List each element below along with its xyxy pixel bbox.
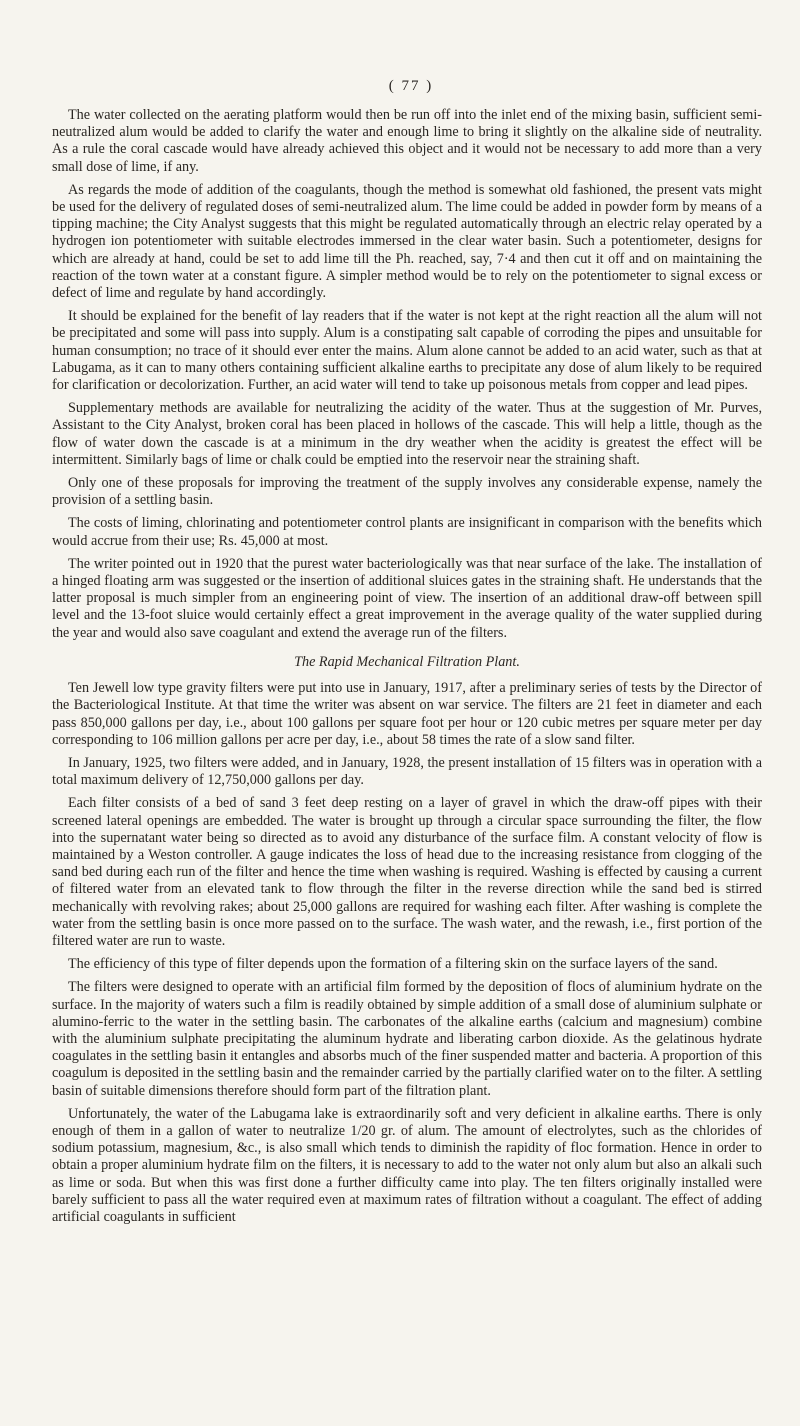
paragraph: In January, 1925, two filters were added, and in January, 1928, the present installation of 15 filters was in operation with a total maximum delivery of 12,750,000 gallons per day. <box>52 754 762 789</box>
paragraph: Each filter consists of a bed of sand 3 feet deep resting on a layer of gravel in which the draw-off pipes with their screened lateral openings are embedded. The water is brought up through a circular space surrounding the filter, the flow into the supernatant water being so directed as to avoid any disturbance of the surface film. A constant velocity of flow is maintained by a Weston controller. A gauge indicates the loss of head due to the increasing resistance from clogging of the sand bed during each run of the filter and hence the time when washing is required. Washing is effected by causing a current of filtered water from an elevated tank to flow through the filter in the reverse direction while the sand bed is stirred mechanically with revolving rakes; about 25,000 gallons are required for washing each filter. After washing is complete the water from the settling basin is once more passed on to the surface. The wash water, and the rewash, i.e., first portion of the filtered water are run to waste. <box>52 795 762 949</box>
paragraph: Supplementary methods are available for neutralizing the acidity of the water. Thus at the suggestion of Mr. Purves, Assistant to the City Analyst, broken coral has been placed in hollows of the cascade. This will help a little, though as the flow of water down the cascade is at a minimum in the dry weather when the acidity is greatest the effect will be intermittent. Similarly bags of lime or chalk could be emptied into the reservoir near the straining shaft. <box>52 400 762 468</box>
paragraph: Ten Jewell low type gravity filters were put into use in January, 1917, after a preliminary series of tests by the Director of the Bacteriological Institute. At that time the writer was absent on war service. The filters are 21 feet in diameter and each pass 850,000 gallons per day, i.e., about 100 gallons per square foot per hour or 120 cubic metres per square meter per day corresponding to 106 million gallons per acre per day, i.e., about 58 times the rate of a slow sand filter. <box>52 680 762 748</box>
paragraph: The writer pointed out in 1920 that the purest water bacteriologically was that near surface of the lake. The installation of a hinged floating arm was suggested or the insertion of additional sluices gates in the straining shaft. He understands that the latter proposal is much simpler from an engineering point of view. The insertion of an additional draw-off between spill level and the 13-foot sluice would certainly effect a great improvement in the average quality of the water supplied during the year and would also save coagulant and extend the average run of the filters. <box>52 555 762 641</box>
paragraph: Only one of these proposals for improving the treatment of the supply involves any considerable expense, namely the provision of a settling basin. <box>52 475 762 509</box>
paragraph: The water collected on the aerating platform would then be run off into the inlet end of the mixing basin, sufficient semi-neutralized alum would be added to clarify the water and enough lime to bring it slightly on the alkaline side of neutrality. As a rule the coral cascade would have already achieved this object and it would not be necessary to add more than a very small dose of lime, if any. <box>52 107 762 175</box>
paragraph: Unfortunately, the water of the Labugama lake is extraordinarily soft and very deficient in alkaline earths. There is only enough of them in a gallon of water to neutralize 1/20 gr. of alum. The amount of electrolytes, such as the chlorides of sodium potassium, magnesium, &c., is also small which tends to diminish the rapidity of floc formation. Hence in order to obtain a proper aluminium hydrate film on the filters, it is necessary to add to the water not only alum but also an alkali such as lime or soda. But when this was first done a further difficulty came into play. The ten filters originally installed were barely sufficient to pass all the water required even at maximum rates of filtration without a coagulant. The effect of adding artificial coagulants in sufficient <box>52 1105 762 1225</box>
paragraph: It should be explained for the benefit of lay readers that if the water is not kept at the right reaction all the alum will not be precipitated and some will pass into supply. Alum is a constipating salt capable of corroding the pipes and unsuitable for human consumption; no trace of it should ever enter the mains. Alum alone cannot be added to an acid water, such as that at Labugama, as it can to many others containing sufficient alkaline earths to precipitate any dose of alum likely to be required for clarification or decolorization. Further, an acid water will tend to take up poisonous metals from copper and lead pipes. <box>52 308 762 394</box>
paragraph: The costs of liming, chlorinating and potentiometer control plants are insignificant in comparison with the benefits which would accrue from their use; Rs. 45,000 at most. <box>52 515 762 549</box>
body-text-before-heading <box>52 107 762 642</box>
section-heading: The Rapid Mechanical Filtration Plant. <box>294 653 520 670</box>
body-text-after-heading <box>52 680 762 1226</box>
paragraph: As regards the mode of addition of the coagulants, though the method is somewhat old fashioned, the present vats might be used for the delivery of regulated doses of semi-neutralized alum. The lime could be added in powder form by means of a tipping machine; the City Analyst suggests that this might be regulated automatically through an electric relay operated by a hydrogen ion potentiometer with suitable electrodes immersed in the clear water basin. Such a potentiometer, designs for which are already at hand, could be set to add lime till the Ph. reached, say, 7·4 and then cut it off and on maintaining the reaction of the town water at a constant figure. A simpler method would be to rely on the potentiometer to signal excess or defect of lime and regulate by hand accordingly. <box>52 181 762 302</box>
paragraph: The efficiency of this type of filter depends upon the formation of a filtering skin on the surface layers of the sand. <box>68 956 718 973</box>
paragraph: The filters were designed to operate with an artificial film formed by the deposition of flocs of aluminium hydrate on the surface. In the majority of waters such a film is readily obtained by simple addition of a small dose of aluminium sulphate or alumino-ferric to the water in the settling basin. The carbonates of the alkaline earths (calcium and magnesium) combine with the aluminium sulphate precipitating the aluminum hydrate and liberating carbon dioxide. As the gelatinous hydrate coagulates in the settling basin it entangles and absorbs much of the finer suspended matter and bacteria. A proportion of this coagulum is deposited in the settling basin and the remainder carried by the partially clarified water on to the filter. A settling basin of suitable dimensions therefore should form part of the filtration plant. <box>52 979 762 1099</box>
page-number: ( 77 ) <box>388 78 434 94</box>
